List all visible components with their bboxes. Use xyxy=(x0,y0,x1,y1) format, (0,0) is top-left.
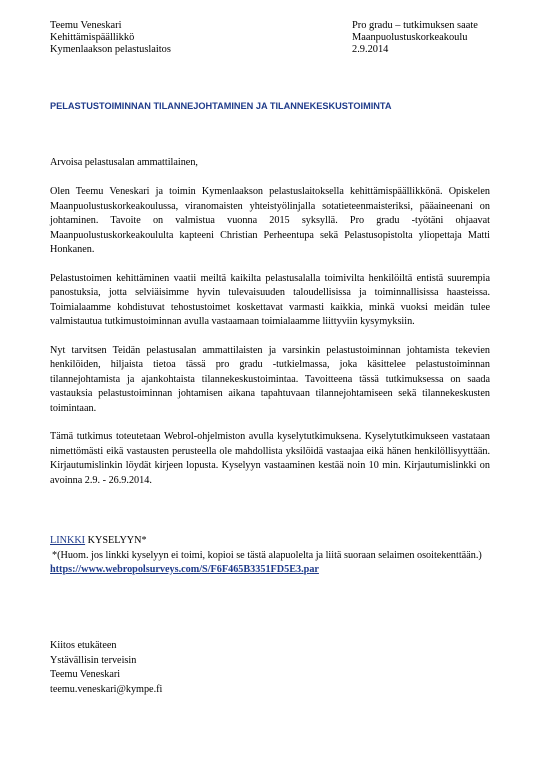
closing-regards: Ystävällisin terveisin xyxy=(50,654,137,666)
document-date: 2.9.2014 xyxy=(352,44,389,55)
survey-link[interactable]: LINKKI xyxy=(50,535,86,546)
letter-title: PELASTUSTOIMINNAN TILANNEJOHTAMINEN JA TILANNEKESKUSTOIMINTA xyxy=(50,101,392,111)
signature-block xyxy=(50,639,162,697)
document-type: Pro gradu – tutkimuksen saate xyxy=(352,20,478,31)
survey-link-line xyxy=(50,534,490,549)
institution: Maanpuolustuskorkeakoulu xyxy=(352,32,468,43)
greeting: Arvoisa pelastusalan ammattilainen, xyxy=(50,157,198,168)
paragraph-method: Tämä tutkimus toteutetaan Webrol-ohjelmiston avulla kyselytutkimuksena. Kyselytutkimukseen vastataan nimettömästi eikä vastausten perusteella ole mahdollista yksilöidä vastaajaa eikä hänen henkilöllisyyttään. Kirjautumislinkin löydät kirjeen lopusta. Kyselyyn vastaaminen kestää noin 10 min. Kirjautumislinkki on avoinna 2.9. - 26.9.2014. xyxy=(50,431,490,486)
signature-email: teemu.veneskari@kympe.fi xyxy=(50,683,163,695)
sender-block xyxy=(50,20,171,56)
paragraph-request: Nyt tarvitsen Teidän pelastusalan ammattilaisten ja varsinkin pelastustoiminnan johtamista tekevien henkilöiden, hiljaista tietoa tässä pro gradu -tutkielmassa, joka käsittelee pelastustoiminnan tilannejohtamista ja ajankohtaista tilannekeskustoimintaa. Tavoitteena tässä tutkimuksessa on saada vastauksia pelastustoiminnan johtamisen aikana tapahtuvaan tilannejohtamiseen sekä tilannekeskusten toimintaan. xyxy=(50,344,490,414)
signature-name: Teemu Veneskari xyxy=(50,669,121,680)
document-info-block xyxy=(352,20,478,56)
paragraph-introduction: Olen Teemu Veneskari ja toimin Kymenlaakson pelastuslaitoksella kehittämispäällikkönä. Opiskelen Maanpuolustuskorkeakoulussa, viranomaisten yhteistyölinjalla sotatieteenmaisteriksi, pääaineenani on johtaminen. Tavoite on valmistua vuonna 2015 syksyllä. Pro gradu -työtäni ohjaavat Maanpuolustuskorkeakoululta kapteeni Christian Perheentupa sekä Pelastusopistolta yliopettaja Matti Honkanen. xyxy=(50,186,490,255)
sender-organization: Kymenlaakson pelastuslaitos xyxy=(50,44,171,55)
sender-name: Teemu Veneskari xyxy=(50,20,122,31)
survey-link-suffix: KYSELYYN* xyxy=(85,535,147,546)
survey-note: *(Huom. jos linkki kyselyyn ei toimi, kopioi se tästä alapuolelta ja liitä suoraan selaimen osoitekenttään.) xyxy=(52,549,482,561)
survey-section xyxy=(50,534,490,578)
survey-url[interactable]: https://www.webropolsurveys.com/S/F6F465B3351FD5E3.par xyxy=(50,564,319,575)
sender-position: Kehittämispäällikkö xyxy=(50,32,135,43)
letter-body xyxy=(50,185,490,502)
closing-thanks: Kiitos etukäteen xyxy=(50,640,117,651)
paragraph-motivation: Pelastustoimen kehittäminen vaatii meiltä kaikilta pelastusalalla toimivilta henkilöiltä entistä suurempia panostuksia, jotta selviäisimme hyvin tulevaisuuden taloudellisissa ja toiminnallisissa haasteissa. Toimialaamme kohdistuvat tehostustoimet koskettavat varmasti kaikkia, minkä vuoksi meidän tulee valmistautua tutkimustoiminnan avulla vastaamaan toimialaamme liittyviin kysymyksiin. xyxy=(50,272,490,327)
